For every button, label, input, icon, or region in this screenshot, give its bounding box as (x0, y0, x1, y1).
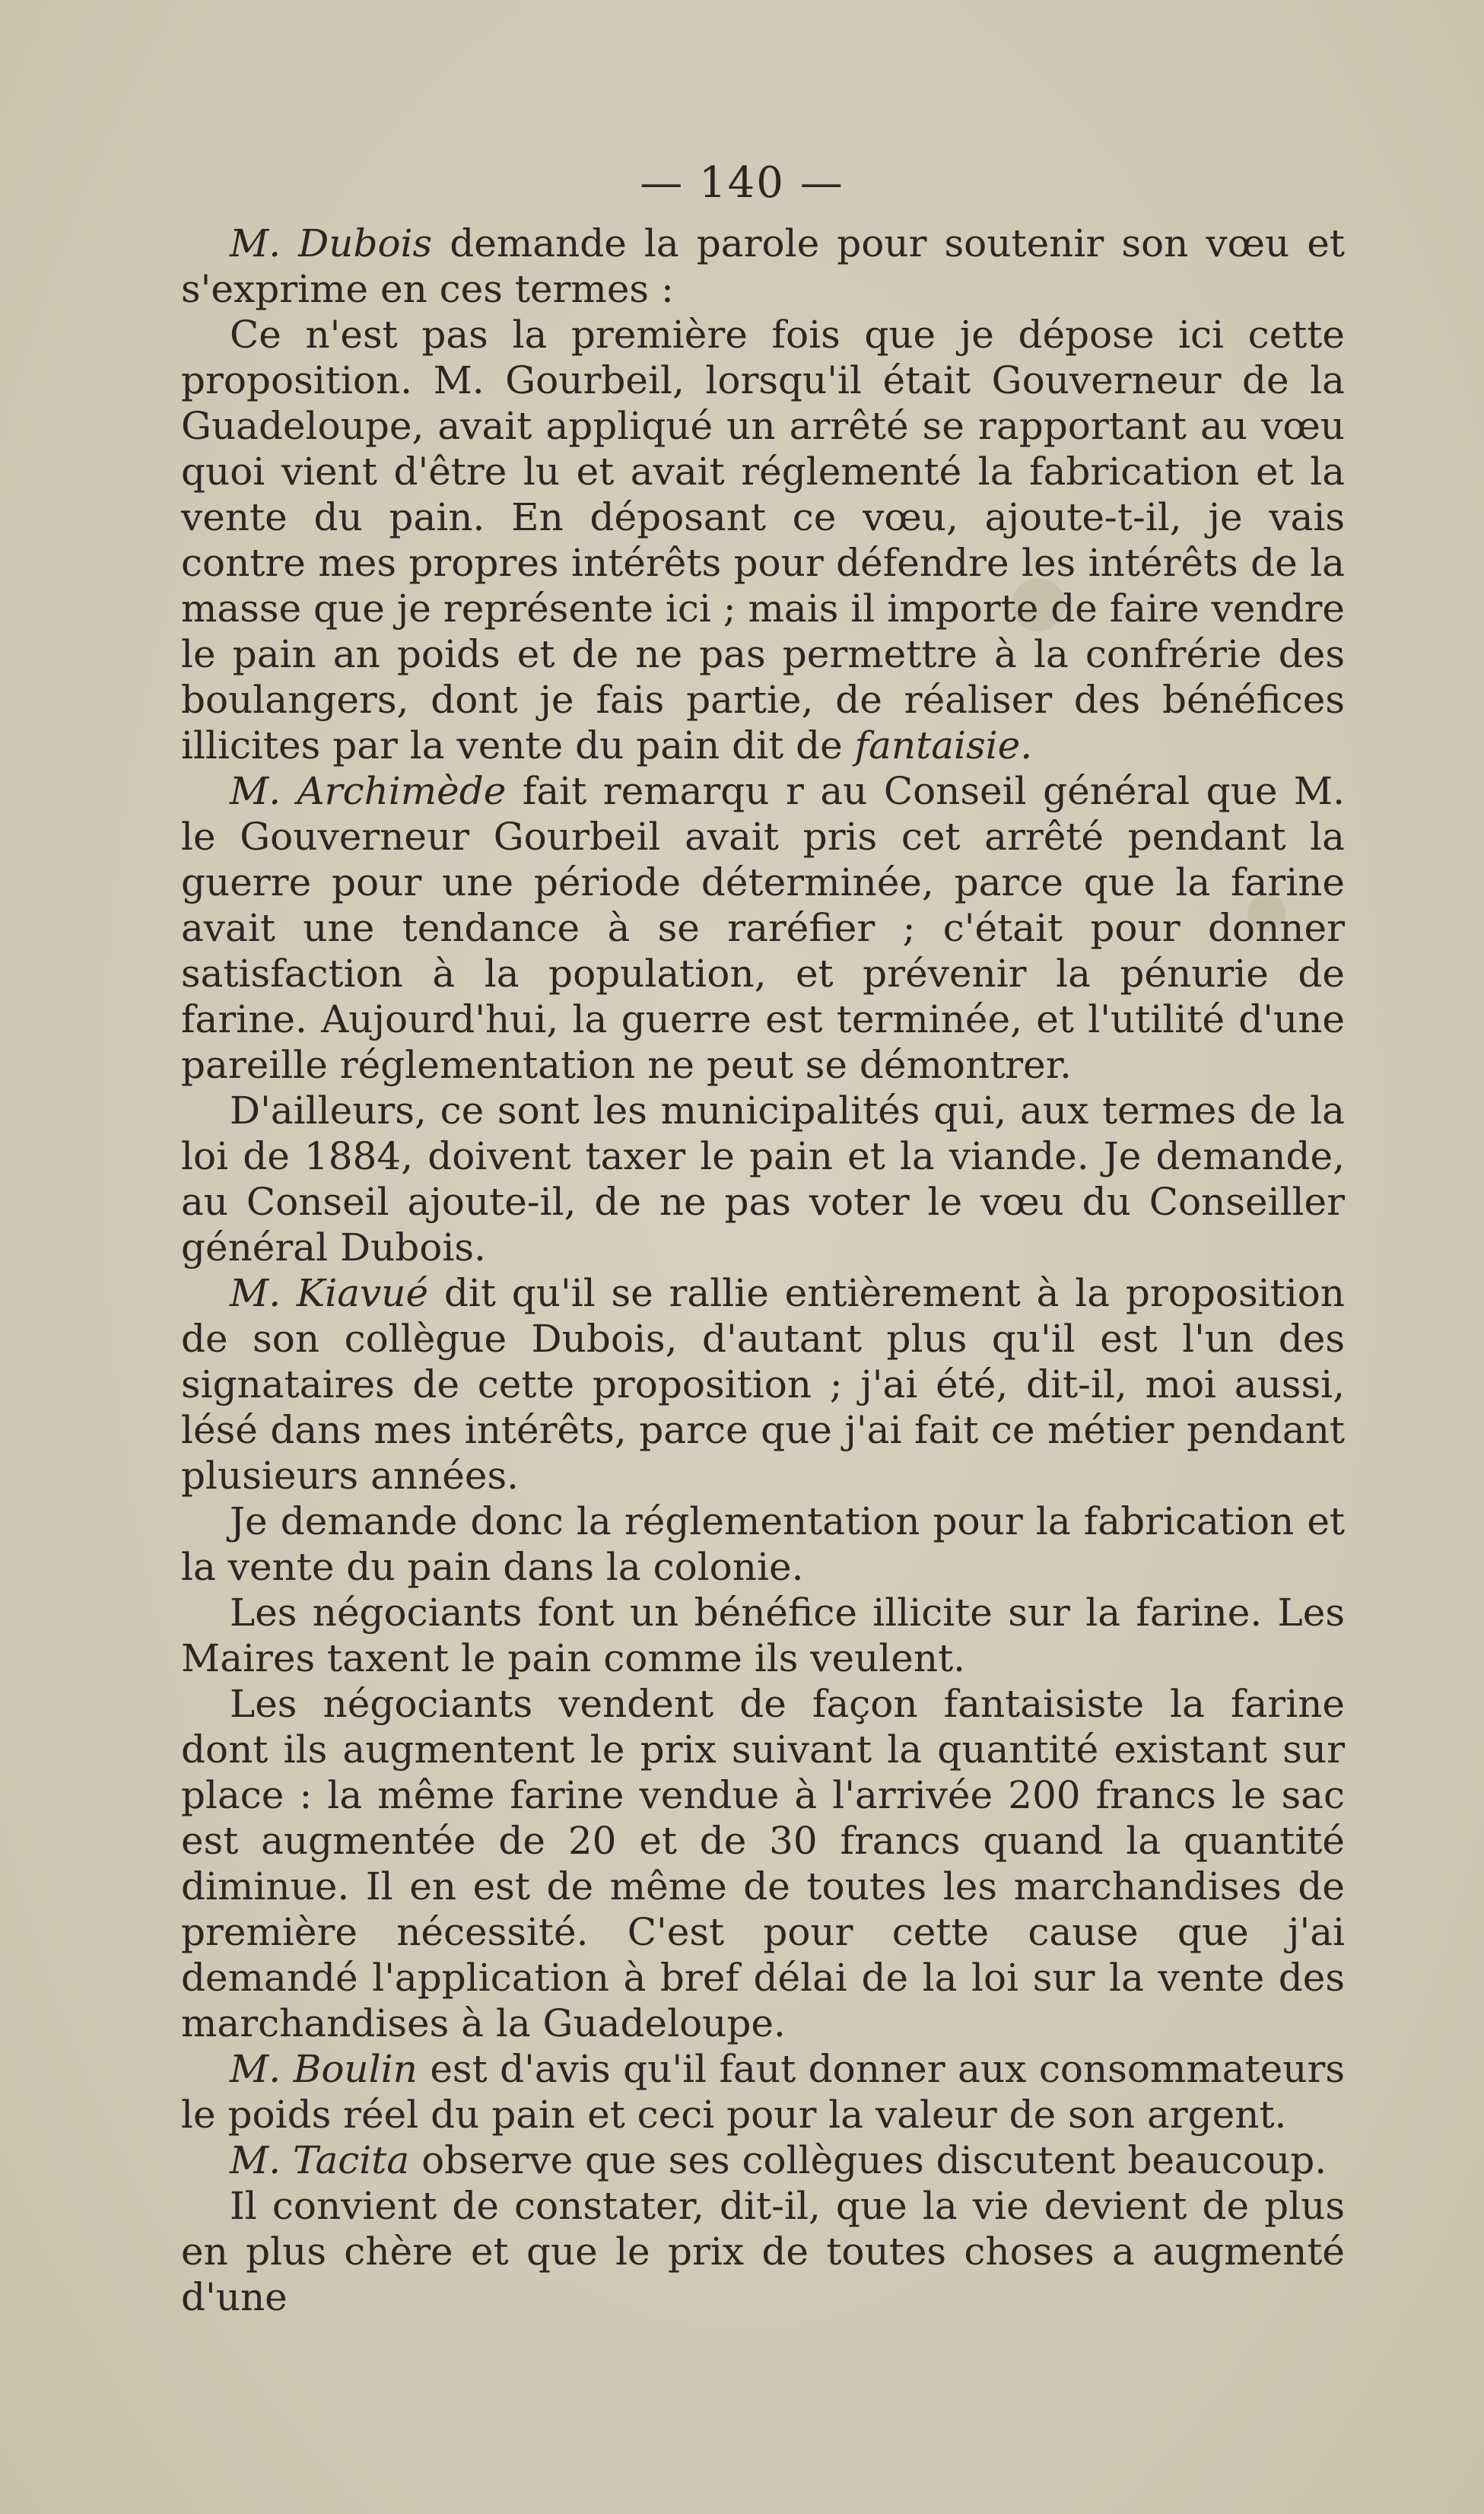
paragraph-text: dit qu'il se rallie entièrement à la proposition de son collègue Dubois, d'autant plus qu'il est l'un des signataires de cette proposition ; j'ai été, dit-il, moi aussi, lésé dans mes intérêts, parce que j'ai fait ce métier pendant plusieurs années. (181, 1271, 1345, 1498)
paragraph (181, 1088, 1345, 1270)
speaker-name: M. Kiavué (230, 1271, 429, 1315)
paragraph (181, 2183, 1345, 2320)
paragraph (181, 768, 1345, 1088)
paragraph (181, 221, 1345, 312)
paragraph-text: Je demande donc la réglementation pour la fabrication et la vente du pain dans la colonie. (181, 1499, 1345, 1589)
body-text (181, 221, 1345, 2320)
paragraph-text: Ce n'est pas la première fois que je dépose ici cette proposition. M. Gourbeil, lorsqu'il était Gouverneur de la Guadeloupe, avait appliqué un arrêté se rapportant au vœu quoi vient d'être lu et avait réglementé la fabrication et la vente du pain. En déposant ce vœu, ajoute-t-il, je vais contre mes propres intérêts pour défendre les intérêts de la masse que je représente ici ; mais il importe de faire vendre le pain an poids et de ne pas permettre à la confrérie des boulangers, dont je fais partie, de réaliser des bénéfices illicites par la vente du pain dit de (181, 313, 1345, 768)
paragraph (181, 1681, 1345, 2046)
paragraph-text: observe que ses collègues discutent beaucoup. (409, 2138, 1327, 2182)
paragraph (181, 1270, 1345, 1499)
paragraph-text: Il convient de constater, dit-il, que la vie devient de plus en plus chère et que le prix de toutes choses a augmenté d'une (181, 2184, 1345, 2319)
speaker-name: M. Dubois (230, 221, 433, 265)
paragraph-text: demande la parole pour soutenir son vœu et s'exprime en ces termes : (181, 221, 1345, 311)
paragraph (181, 2046, 1345, 2137)
speaker-name: M. Archimède (230, 769, 507, 813)
page-number: — 140 — (640, 158, 844, 208)
paragraph (181, 1499, 1345, 1590)
paragraph-text: est d'avis qu'il faut donner aux consommateurs le poids réel du pain et ceci pour la valeur de son argent. (181, 2047, 1346, 2137)
speaker-name: M. Boulin (230, 2047, 418, 2091)
paragraph (181, 312, 1345, 768)
italic-term: fantaisie. (854, 723, 1033, 768)
paragraph-text: Les négociants font un bénéfice illicite sur la farine. Les Maires taxent le pain comme ils veulent. (181, 1591, 1345, 1680)
paragraph-text: D'ailleurs, ce sont les municipalités qui, aux termes de la loi de 1884, doivent taxer le pain et la viande. Je demande, au Conseil ajoute-il, de ne pas voter le vœu du Conseiller général Dubois. (181, 1089, 1345, 1270)
speaker-name: M. Tacita (230, 2138, 410, 2182)
paragraph-text: fait remarqu r au Conseil général que M. le Gouverneur Gourbeil avait pris cet arrêté pendant la guerre pour une période déterminée, parce que la farine avait une tendance à se raréfier ; c'était pour donner satisfaction à la population, et prévenir la pénurie de farine. Aujourd'hui, la guerre est terminée, et l'utilité d'une pareille réglementation ne peut se démontrer. (181, 769, 1345, 1087)
paragraph (181, 2137, 1345, 2183)
paragraph (181, 1590, 1345, 1681)
paragraph-text: Les négociants vendent de façon fantaisiste la farine dont ils augmentent le prix suivant la quantité existant sur place : la même farine vendue à l'arrivée 200 francs le sac est augmentée de 20 et de 30 francs quand la quantité diminue. Il en est de même de toutes les marchandises de première nécessité. C'est pour cette cause que j'ai demandé l'application à bref délai de la loi sur la vente des marchandises à la Guadeloupe. (181, 1682, 1345, 2045)
